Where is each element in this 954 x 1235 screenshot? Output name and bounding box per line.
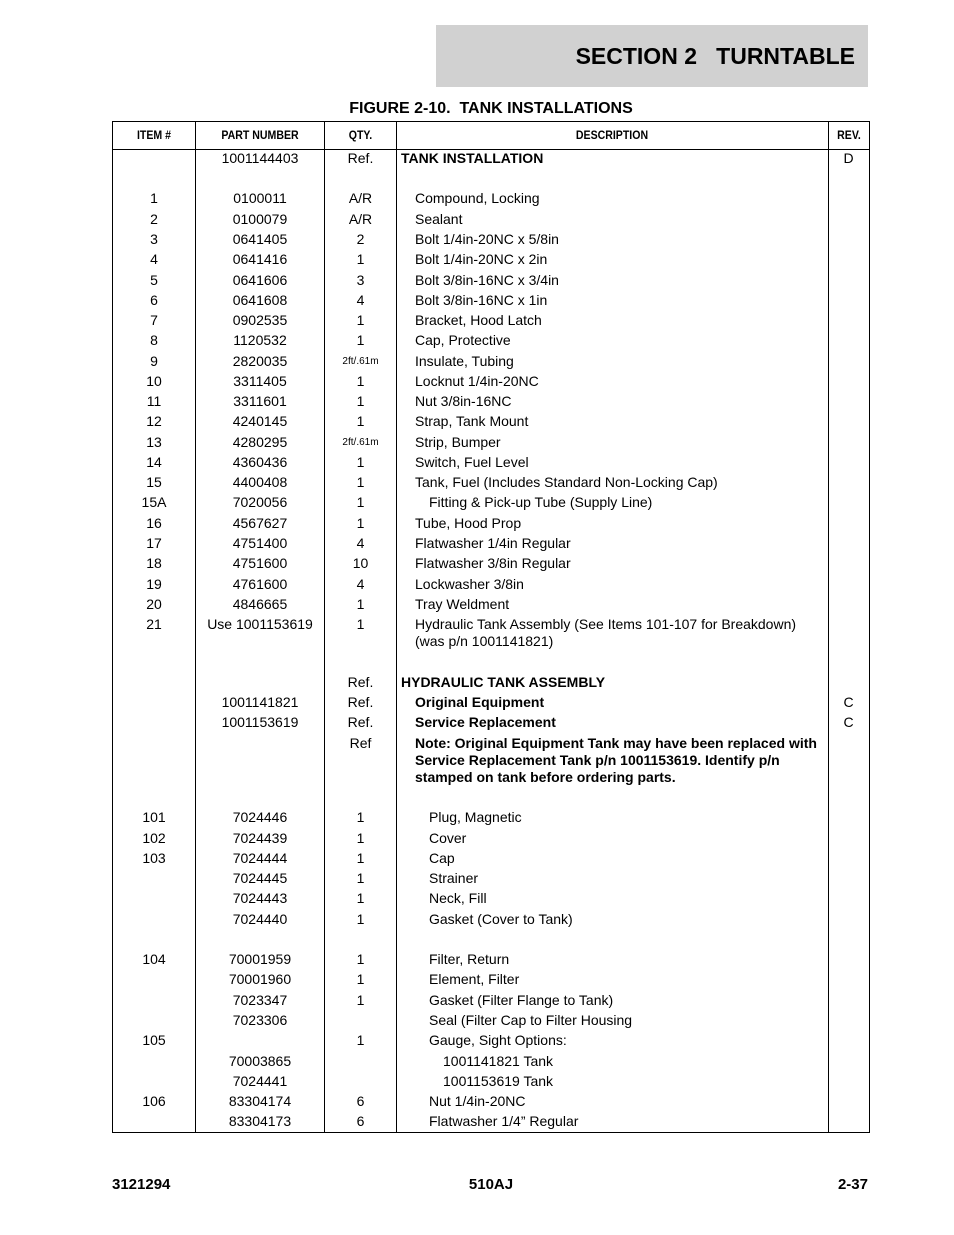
quantity-cell: 1 xyxy=(356,850,365,866)
part-number-cell: 1001153619 xyxy=(221,714,299,730)
description-cell: 1001153619 Tank xyxy=(443,1073,554,1089)
item-number-cell: 16 xyxy=(146,515,162,531)
description-cell: Cover xyxy=(429,830,467,846)
table-header-row xyxy=(113,122,869,149)
item-number-cell: 102 xyxy=(142,830,166,846)
item-number-cell: 3 xyxy=(150,231,158,247)
part-number-cell: 7024441 xyxy=(232,1073,288,1089)
description-cell: Hydraulic Tank Assembly (See Items 101-107 for Breakdown) (was p/n 1001141821) xyxy=(415,616,797,649)
description-cell: Tray Weldment xyxy=(415,596,510,612)
description-cell: Filter, Return xyxy=(429,951,510,967)
part-number-cell: 4761600 xyxy=(232,576,288,592)
part-number-cell: 7024444 xyxy=(232,850,288,866)
quantity-cell: 1 xyxy=(356,251,365,267)
description-cell: Tube, Hood Prop xyxy=(415,515,522,531)
part-number-cell: 70003865 xyxy=(228,1053,292,1069)
part-number-cell: 4751400 xyxy=(232,535,288,551)
description-cell: Insulate, Tubing xyxy=(415,353,514,369)
quantity-cell: Ref. xyxy=(347,674,374,690)
description-cell: Bolt 3/8in-16NC x 3/4in xyxy=(415,272,559,288)
part-number-cell: 0641405 xyxy=(232,231,288,247)
description-cell: Plug, Magnetic xyxy=(429,809,522,825)
description-cell: Compound, Locking xyxy=(415,190,540,206)
column-header-qty: QTY. xyxy=(348,128,373,142)
item-number-cell: 8 xyxy=(150,332,158,348)
part-number-cell: Use 1001153619 xyxy=(207,616,313,632)
quantity-cell: 1 xyxy=(356,332,365,348)
quantity-cell: 1 xyxy=(356,312,365,328)
part-number-cell: 1001144403 xyxy=(221,150,299,166)
description-cell: Strip, Bumper xyxy=(415,434,501,450)
description-cell: Bolt 1/4in-20NC x 2in xyxy=(415,251,548,267)
revision-cell: C xyxy=(843,694,854,710)
part-number-cell: 1120532 xyxy=(233,332,287,348)
quantity-cell: 2ft/.61m xyxy=(342,356,379,367)
quantity-cell: 1 xyxy=(356,474,365,490)
part-number-cell: 0100079 xyxy=(232,211,288,227)
description-cell: Seal (Filter Cap to Filter Housing xyxy=(429,1012,633,1028)
part-number-cell: 0641606 xyxy=(232,272,288,288)
part-number-cell: 0902535 xyxy=(232,312,288,328)
item-number-cell: 2 xyxy=(150,211,158,227)
description-cell: Tank, Fuel (Includes Standard Non-Locking Cap) xyxy=(415,474,718,490)
quantity-cell: 6 xyxy=(356,1093,365,1109)
quantity-cell: 2 xyxy=(356,231,365,247)
quantity-cell: 1 xyxy=(356,373,365,389)
part-number-cell: 7024440 xyxy=(232,911,288,927)
quantity-cell: 1 xyxy=(356,596,365,612)
description-cell: Gasket (Cover to Tank) xyxy=(429,911,573,927)
description-cell: Original Equipment xyxy=(415,694,545,710)
item-number-cell: 15A xyxy=(141,494,167,510)
quantity-cell: 1 xyxy=(356,413,365,429)
quantity-cell: 4 xyxy=(356,576,365,592)
revision-cell: C xyxy=(843,714,854,730)
description-cell: Note: Original Equipment Tank may have been replaced with Service Replacement Tank p/n 1001153619. Identify p/n stamped on tank before ordering parts. xyxy=(415,735,817,785)
item-number-cell: 21 xyxy=(146,616,162,632)
item-number-cell: 9 xyxy=(150,353,158,369)
quantity-cell: 1 xyxy=(356,1032,365,1048)
part-number-cell: 3311405 xyxy=(233,373,287,389)
part-number-cell: 4240145 xyxy=(232,413,288,429)
part-number-cell: 7020056 xyxy=(232,494,288,510)
quantity-cell: A/R xyxy=(348,211,373,227)
item-number-cell: 12 xyxy=(146,413,162,429)
part-number-cell: 4280295 xyxy=(232,434,288,450)
quantity-cell: Ref xyxy=(349,735,372,751)
description-cell: Bolt 3/8in-16NC x 1in xyxy=(415,292,548,308)
item-number-cell: 7 xyxy=(150,312,158,328)
description-cell: Flatwasher 3/8in Regular xyxy=(415,555,571,571)
description-cell: Flatwasher 1/4” Regular xyxy=(429,1113,579,1129)
item-number-cell: 1 xyxy=(150,190,158,206)
quantity-cell: 1 xyxy=(356,809,365,825)
part-number-cell: 2820035 xyxy=(232,353,288,369)
description-cell: Cap xyxy=(429,850,455,866)
item-number-cell: 17 xyxy=(146,535,162,551)
quantity-cell: 6 xyxy=(356,1113,365,1129)
description-cell: Service Replacement xyxy=(415,714,556,730)
quantity-cell: Ref. xyxy=(347,714,374,730)
description-cell: HYDRAULIC TANK ASSEMBLY xyxy=(401,674,606,690)
part-number-cell: 0641608 xyxy=(232,292,288,308)
description-cell: Sealant xyxy=(415,211,463,227)
quantity-cell: A/R xyxy=(348,190,373,206)
item-number-cell: 14 xyxy=(146,454,162,470)
quantity-cell: 1 xyxy=(356,454,365,470)
model-name: 510AJ xyxy=(468,1176,514,1193)
quantity-cell: 4 xyxy=(356,535,365,551)
section-title: SECTION 2 TURNTABLE xyxy=(436,25,868,87)
description-cell: Bolt 1/4in-20NC x 5/8in xyxy=(415,231,559,247)
page-footer xyxy=(112,1176,870,1196)
description-cell: Bracket, Hood Latch xyxy=(415,312,542,328)
description-cell: Flatwasher 1/4in Regular xyxy=(415,535,571,551)
part-number-cell: 7023306 xyxy=(232,1012,288,1028)
description-cell: Cap, Protective xyxy=(415,332,511,348)
quantity-cell: 1 xyxy=(356,971,365,987)
quantity-cell: 1 xyxy=(356,992,365,1008)
quantity-cell: 1 xyxy=(356,494,365,510)
item-number-cell: 20 xyxy=(146,596,162,612)
description-cell: Switch, Fuel Level xyxy=(415,454,529,470)
quantity-cell: 1 xyxy=(356,911,365,927)
document-number: 3121294 xyxy=(112,1176,171,1193)
quantity-cell: 1 xyxy=(356,616,365,632)
description-cell: Neck, Fill xyxy=(429,890,487,906)
quantity-cell: 1 xyxy=(356,870,365,886)
item-number-cell: 13 xyxy=(146,434,162,450)
item-number-cell: 101 xyxy=(142,809,166,825)
description-cell: Nut 1/4in-20NC xyxy=(429,1093,526,1109)
part-number-cell: 0641416 xyxy=(232,251,288,267)
quantity-cell: 10 xyxy=(352,555,369,571)
description-cell: Nut 3/8in-16NC xyxy=(415,393,512,409)
description-cell: TANK INSTALLATION xyxy=(401,150,544,166)
part-number-cell: 7024446 xyxy=(232,809,288,825)
part-number-cell: 4846665 xyxy=(232,596,288,612)
quantity-cell: 1 xyxy=(356,393,365,409)
item-number-cell: 104 xyxy=(142,951,166,967)
quantity-cell: 2ft/.61m xyxy=(342,437,379,448)
part-number-cell: 70001959 xyxy=(228,951,292,967)
item-number-cell: 11 xyxy=(146,393,162,409)
part-number-cell: 3311601 xyxy=(233,393,287,409)
description-cell: Strainer xyxy=(429,870,479,886)
column-header-rev: REV. xyxy=(837,128,861,142)
item-number-cell: 4 xyxy=(150,251,158,267)
item-number-cell: 15 xyxy=(146,474,162,490)
part-number-cell: 83304173 xyxy=(228,1113,292,1129)
figure-title: FIGURE 2-10. TANK INSTALLATIONS xyxy=(349,100,633,117)
item-number-cell: 105 xyxy=(142,1032,166,1048)
column-header-part-number: PART NUMBER xyxy=(221,128,299,142)
description-cell: Gauge, Sight Options: xyxy=(429,1032,567,1048)
description-cell: Lockwasher 3/8in xyxy=(415,576,524,592)
part-number-cell: 7023347 xyxy=(232,992,288,1008)
item-number-cell: 106 xyxy=(142,1093,166,1109)
item-number-cell: 19 xyxy=(146,576,162,592)
part-number-cell: 4400408 xyxy=(232,474,288,490)
quantity-cell: 3 xyxy=(356,272,365,288)
quantity-cell: 1 xyxy=(356,830,365,846)
part-number-cell: 0100011 xyxy=(233,190,287,206)
page-number: 2-37 xyxy=(837,1176,868,1193)
part-number-cell: 7024443 xyxy=(232,890,288,906)
item-number-cell: 6 xyxy=(150,292,158,308)
quantity-cell: 1 xyxy=(356,951,365,967)
part-number-cell: 70001960 xyxy=(228,971,292,987)
column-header-description: DESCRIPTION xyxy=(575,128,649,142)
part-number-cell: 4360436 xyxy=(232,454,288,470)
item-number-cell: 103 xyxy=(142,850,166,866)
part-number-cell: 7024439 xyxy=(232,830,288,846)
revision-cell: D xyxy=(843,150,854,166)
description-cell: Gasket (Filter Flange to Tank) xyxy=(429,992,614,1008)
description-cell: Strap, Tank Mount xyxy=(415,413,529,429)
item-number-cell: 10 xyxy=(146,373,162,389)
item-number-cell: 5 xyxy=(150,272,158,288)
part-number-cell: 7024445 xyxy=(232,870,288,886)
quantity-cell: 1 xyxy=(356,890,365,906)
quantity-cell: Ref. xyxy=(347,694,374,710)
quantity-cell: 4 xyxy=(356,292,365,308)
part-number-cell: 1001141821 xyxy=(221,694,299,710)
quantity-cell: 1 xyxy=(356,515,365,531)
description-cell: 1001141821 Tank xyxy=(443,1053,554,1069)
description-cell: Fitting & Pick-up Tube (Supply Line) xyxy=(429,494,653,510)
part-number-cell: 4567627 xyxy=(232,515,288,531)
description-cell: Locknut 1/4in-20NC xyxy=(415,373,539,389)
part-number-cell: 4751600 xyxy=(232,555,288,571)
part-number-cell: 83304174 xyxy=(228,1093,292,1109)
item-number-cell: 18 xyxy=(146,555,162,571)
description-cell: Element, Filter xyxy=(429,971,520,987)
parts-table xyxy=(112,121,870,1133)
quantity-cell: Ref. xyxy=(347,150,374,166)
column-header-item: ITEM # xyxy=(136,128,172,142)
